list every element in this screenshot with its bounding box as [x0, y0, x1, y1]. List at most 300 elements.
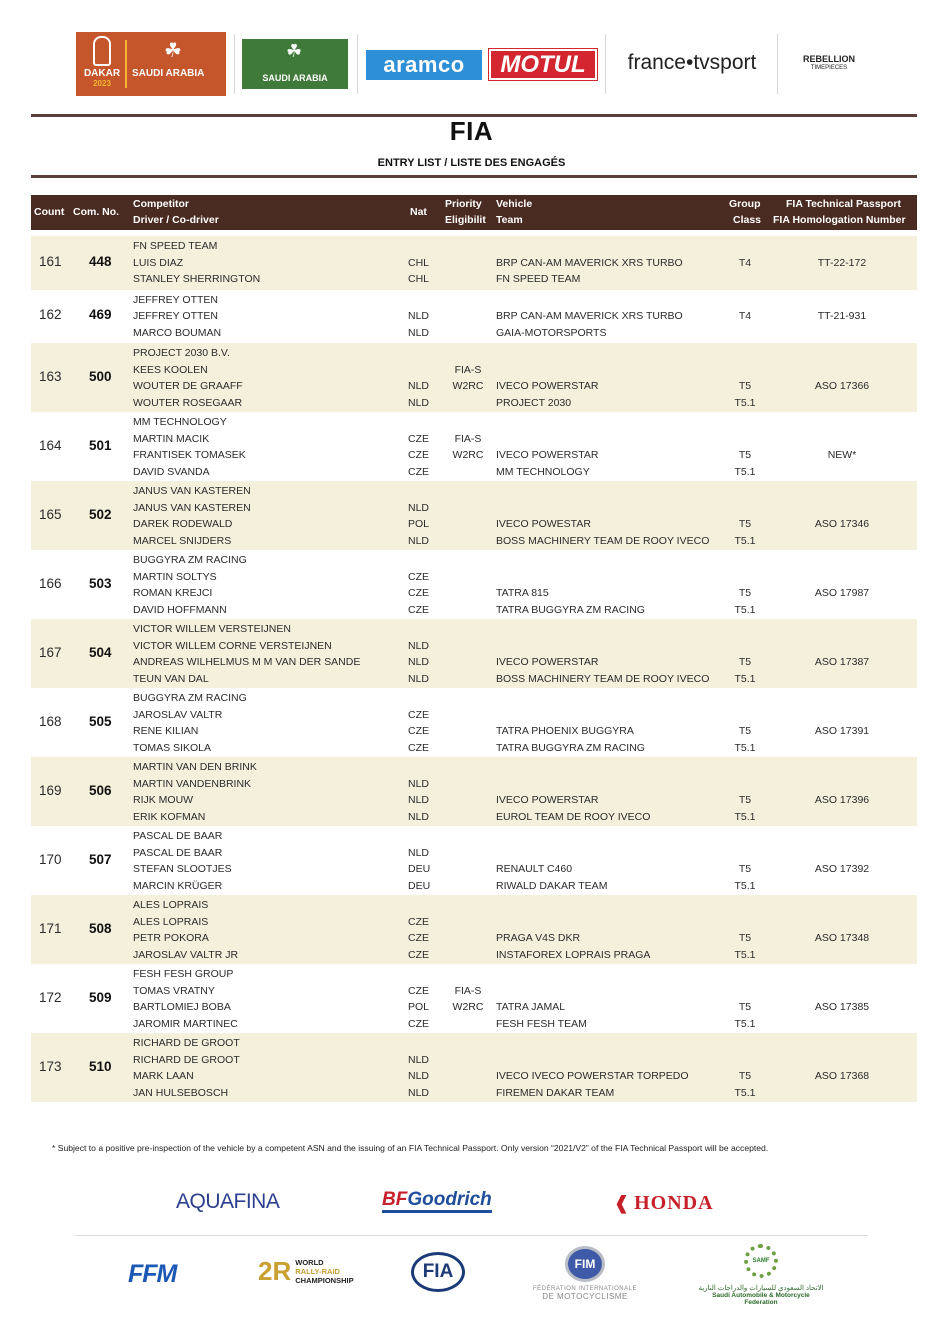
row-nat-cell	[408, 897, 429, 963]
row-nat-line: CZE	[408, 570, 429, 583]
row-competitor-cell	[133, 292, 221, 342]
row-passport-cell	[771, 345, 913, 411]
aquafina-logo: AQUAFINA	[176, 1190, 280, 1213]
row-vehicle-line: MM TECHNOLOGY	[496, 465, 590, 478]
dakar-wordmark: DAKAR	[83, 68, 121, 79]
row-group-line	[721, 1052, 769, 1069]
row-priority-line	[452, 500, 484, 517]
row-priority-line	[452, 845, 484, 862]
row-group-line	[721, 776, 769, 793]
row-nat-line	[408, 414, 429, 431]
row-nat-line: NLD	[408, 1070, 430, 1083]
row-passport-line	[771, 602, 913, 619]
row-vehicle-line	[496, 552, 645, 569]
row-count: 162	[39, 307, 62, 323]
row-group-line	[721, 345, 769, 362]
row-group-line: T5.1	[734, 1086, 756, 1099]
row-priority-cell	[452, 897, 484, 963]
row-group-line	[721, 552, 769, 569]
row-nat-line	[408, 345, 429, 362]
logo-separator	[357, 34, 358, 94]
row-competitor-line: BUGGYRA ZM RACING	[133, 554, 247, 566]
row-vehicle-line: RIWALD DAKAR TEAM	[496, 879, 608, 892]
row-vehicle-line: IVECO POWERSTAR	[496, 449, 599, 462]
ffm-logo: FFM	[128, 1260, 177, 1288]
row-count: 171	[39, 920, 62, 936]
row-nat-line: NLD	[408, 1053, 430, 1066]
row-competitor-line: ALES LOPRAIS	[133, 899, 209, 911]
row-competitor-line: STEFAN SLOOTJES	[133, 863, 232, 876]
row-vehicle-line	[496, 362, 598, 379]
row-nat-line: DEU	[408, 863, 431, 876]
row-nat-line: CZE	[408, 1017, 429, 1030]
row-passport-line: ASO 17348	[814, 932, 870, 945]
row-group-line: T5	[738, 380, 752, 393]
header-team: Team	[496, 214, 523, 226]
row-priority-line	[452, 1068, 484, 1085]
row-passport-cell	[771, 552, 913, 618]
row-vehicle-line: BRP CAN-AM MAVERICK XRS TURBO	[496, 256, 683, 269]
row-passport-line	[771, 325, 913, 342]
row-group-line: T4	[738, 310, 752, 323]
row-group-line: T5.1	[734, 1017, 756, 1030]
row-competitor-line: MM TECHNOLOGY	[133, 416, 227, 428]
row-vehicle-line	[496, 292, 683, 309]
header-competitor: Competitor	[133, 198, 189, 210]
row-vehicle-line: IVECO IVECO POWERSTAR TORPEDO	[496, 1070, 689, 1083]
row-group-line: T5.1	[734, 810, 756, 823]
row-nat-line: CHL	[408, 256, 430, 269]
row-passport-line	[771, 621, 913, 638]
row-nat-line: POL	[408, 1001, 430, 1014]
row-count: 161	[39, 253, 62, 269]
row-nat-cell	[408, 414, 429, 480]
row-competitor-line: MARTIN VANDENBRINK	[133, 777, 252, 790]
row-vehicle-line: FN SPEED TEAM	[496, 273, 581, 286]
row-vehicle-line: FESH FESH TEAM	[496, 1017, 587, 1030]
row-priority-line	[452, 516, 484, 533]
row-priority-line	[452, 759, 484, 776]
row-passport-cell	[771, 292, 913, 342]
row-priority-line	[452, 690, 484, 707]
row-priority-line	[452, 1035, 484, 1052]
row-competitor-line: RIJK MOUW	[133, 794, 194, 807]
row-passport-line: ASO 17391	[814, 725, 870, 738]
row-priority-line	[452, 947, 484, 964]
row-passport-line	[771, 690, 913, 707]
row-priority-line	[452, 861, 484, 878]
row-nat-line: CZE	[408, 465, 429, 478]
row-priority-line	[452, 602, 484, 619]
row-vehicle-line	[496, 707, 645, 724]
row-group-line	[721, 845, 769, 862]
row-vehicle-line: IVECO POWERSTAR	[496, 656, 599, 669]
row-priority-line	[452, 292, 484, 309]
row-passport-line	[771, 533, 913, 550]
row-count: 164	[39, 437, 62, 453]
row-vehicle-line	[496, 1035, 689, 1052]
row-nat-line	[408, 292, 429, 309]
row-group-line	[721, 292, 769, 309]
row-group-line	[721, 638, 769, 655]
row-passport-line: ASO 17366	[814, 380, 870, 393]
row-group-line: T5.1	[734, 948, 756, 961]
row-group-cell	[721, 897, 769, 963]
palm-swords-icon: ☘	[164, 40, 182, 62]
row-passport-line	[771, 345, 913, 362]
row-group-line	[721, 966, 769, 983]
dakar-year: 2023	[93, 79, 111, 88]
row-passport-line	[771, 395, 913, 412]
row-priority-line	[452, 707, 484, 724]
row-competitor-line: WOUTER ROSEGAAR	[133, 396, 243, 409]
row-priority-line: W2RC	[452, 1001, 484, 1014]
row-priority-line	[452, 654, 484, 671]
row-nat-line: NLD	[408, 501, 430, 514]
row-vehicle-cell	[496, 897, 650, 963]
row-passport-line	[771, 464, 913, 481]
row-passport-line: ASO 17368	[814, 1070, 870, 1083]
row-nat-cell	[408, 238, 429, 288]
row-count: 169	[39, 782, 62, 798]
row-priority-line: FIA-S	[454, 432, 482, 445]
aramco-logo: aramco	[366, 50, 482, 80]
row-vehicle-line: BRP CAN-AM MAVERICK XRS TURBO	[496, 310, 683, 323]
row-competitor-cell	[133, 238, 260, 288]
footnote: * Subject to a positive pre-inspection of the vehicle by a competent ASN and the issuing of an FIA Technical Passport. Only version “2021/V2” of the FIA Technical Passport will be accepted.	[52, 1143, 769, 1153]
w2rc-mark: 2R	[258, 1256, 292, 1286]
row-competitor-line: ANDREAS WILHELMUS M M VAN DER SANDE	[133, 656, 361, 669]
row-priority-cell	[452, 483, 484, 549]
row-nat-cell	[408, 690, 429, 756]
row-group-line: T5	[738, 863, 752, 876]
row-competitor-line: FRANTISEK TOMASEK	[133, 449, 246, 462]
row-com-no: 509	[89, 989, 112, 1005]
entry-table-body	[31, 236, 917, 1102]
row-passport-line: ASO 17987	[814, 587, 870, 600]
row-priority-line	[452, 345, 484, 362]
row-vehicle-cell	[496, 828, 607, 894]
row-vehicle-line	[496, 345, 598, 362]
row-nat-line: NLD	[408, 1086, 430, 1099]
row-priority-cell	[452, 759, 484, 825]
row-passport-cell	[771, 897, 913, 963]
row-priority-line	[452, 1052, 484, 1069]
row-priority-line	[452, 671, 484, 688]
row-competitor-cell	[133, 828, 232, 894]
rebellion-sub: TIMEPIECES	[810, 65, 848, 71]
row-passport-line	[771, 483, 913, 500]
logo-separator	[234, 34, 235, 94]
federation-logos	[0, 1240, 943, 1310]
table-row	[31, 619, 917, 688]
row-group-line: T5	[738, 1070, 752, 1083]
row-passport-line	[771, 828, 913, 845]
row-vehicle-cell	[496, 414, 598, 480]
row-competitor-line: ERIK KOFMAN	[133, 810, 206, 823]
row-priority-line	[452, 914, 484, 931]
row-competitor-line: MARCEL SNIJDERS	[133, 534, 232, 547]
row-vehicle-line	[496, 983, 587, 1000]
row-passport-line	[771, 809, 913, 826]
row-passport-cell	[771, 238, 913, 288]
row-passport-line	[771, 776, 913, 793]
row-vehicle-line	[496, 776, 650, 793]
row-nat-cell	[408, 621, 429, 687]
fim-logo	[532, 1246, 638, 1300]
row-competitor-line: MARCIN KRÜGER	[133, 879, 223, 892]
row-nat-line: NLD	[408, 656, 430, 669]
w2rc-line1: WORLD	[295, 1258, 324, 1267]
fim-line1: FÉDÉRATION INTERNATIONALE	[533, 1286, 637, 1292]
row-vehicle-line: TATRA 815	[496, 587, 549, 600]
row-vehicle-line: BOSS MACHINERY TEAM DE ROOY IVECO	[496, 672, 710, 685]
row-nat-line: CZE	[408, 449, 429, 462]
row-competitor-cell	[133, 1035, 240, 1101]
row-vehicle-line: TATRA JAMAL	[496, 1001, 566, 1014]
row-group-cell	[721, 828, 769, 894]
row-nat-line: DEU	[408, 879, 431, 892]
row-group-line: T5.1	[734, 741, 756, 754]
row-passport-line	[771, 552, 913, 569]
row-nat-line: NLD	[408, 396, 430, 409]
row-nat-line	[408, 759, 429, 776]
row-priority-line	[452, 1085, 484, 1102]
row-priority-line: W2RC	[452, 449, 484, 462]
row-priority-cell	[452, 690, 484, 756]
row-vehicle-line: EUROL TEAM DE ROOY IVECO	[496, 810, 651, 823]
row-group-line	[721, 500, 769, 517]
row-passport-line	[771, 845, 913, 862]
header-com-no: Com. No.	[73, 206, 120, 218]
row-com-no: 502	[89, 506, 112, 522]
row-competitor-line: RICHARD DE GROOT	[133, 1037, 240, 1049]
row-group-line: T5	[738, 794, 752, 807]
row-vehicle-line	[496, 914, 650, 931]
row-priority-line	[452, 828, 484, 845]
row-nat-line	[408, 966, 429, 983]
row-priority-cell	[452, 1035, 484, 1101]
row-priority-line: W2RC	[452, 380, 484, 393]
row-vehicle-line	[496, 238, 683, 255]
row-passport-line	[771, 966, 913, 983]
row-com-no: 503	[89, 575, 112, 591]
w2rc-line2: RALLY-RAID	[295, 1267, 340, 1276]
row-vehicle-cell	[496, 238, 683, 288]
row-group-cell	[721, 345, 769, 411]
table-row	[31, 964, 917, 1033]
mid-sponsor-logos	[0, 1180, 943, 1230]
row-vehicle-line	[496, 690, 645, 707]
row-competitor-line: JAN HULSEBOSCH	[133, 1086, 229, 1099]
fia-globe-logo: FIA	[411, 1252, 465, 1292]
row-nat-line: CZE	[408, 984, 429, 997]
row-competitor-line: TOMAS VRATNY	[133, 984, 215, 997]
row-group-line	[721, 271, 769, 288]
row-vehicle-line: PRAGA V4S DKR	[496, 932, 581, 945]
row-passport-line	[771, 1016, 913, 1033]
row-group-line: T5.1	[734, 534, 756, 547]
row-vehicle-line	[496, 759, 650, 776]
dakar-saudi-logo	[76, 32, 226, 96]
header-count: Count	[34, 206, 65, 218]
row-competitor-cell	[133, 690, 247, 756]
row-competitor-cell	[133, 483, 251, 549]
row-vehicle-cell	[496, 759, 650, 825]
saudi-arabia-logo	[242, 39, 348, 89]
row-passport-cell	[771, 621, 913, 687]
table-header	[31, 195, 917, 230]
row-competitor-cell	[133, 759, 257, 825]
motul-logo: MOTUL	[489, 49, 597, 80]
logo-separator	[605, 34, 606, 94]
row-count: 170	[39, 851, 62, 867]
row-priority-line	[452, 1016, 484, 1033]
row-passport-line: TT-22-172	[817, 256, 867, 269]
row-competitor-line: JEFFREY OTTEN	[133, 293, 218, 306]
row-competitor-line: KEES KOOLEN	[133, 363, 208, 376]
row-priority-line	[452, 897, 484, 914]
row-group-line: T5.1	[734, 672, 756, 685]
row-competitor-line: LUIS DIAZ	[133, 256, 184, 269]
row-priority-line	[452, 878, 484, 895]
row-nat-line	[408, 690, 429, 707]
row-competitor-line: PASCAL DE BAAR	[133, 846, 223, 859]
row-competitor-line: JAROMIR MARTINEC	[133, 1017, 238, 1030]
row-nat-line: POL	[408, 518, 430, 531]
header-eligibility: Eligibilit	[445, 214, 486, 226]
row-priority-line	[452, 483, 484, 500]
row-competitor-line: JANUS VAN KASTEREN	[133, 501, 251, 514]
bfgoodrich-logo	[382, 1190, 492, 1213]
row-group-cell	[721, 966, 769, 1032]
row-competitor-line: JAROSLAV VALTR JR	[133, 948, 239, 961]
samf-arabic-name: الاتحاد السعودي للسيارات والدراجات النارية	[698, 1285, 824, 1292]
honda-logo	[614, 1192, 714, 1215]
row-passport-line	[771, 759, 913, 776]
row-group-line: T5	[738, 449, 752, 462]
row-competitor-line: MARTIN VAN DEN BRINK	[133, 761, 257, 773]
row-priority-line: FIA-S	[454, 363, 482, 376]
row-passport-line	[771, 983, 913, 1000]
row-competitor-line: JAROSLAV VALTR	[133, 708, 223, 721]
row-group-line	[721, 983, 769, 1000]
row-passport-line	[771, 431, 913, 448]
france-tv-sport-logo: france•tvsport	[627, 51, 757, 74]
fim-line2: DE MOTOCYCLISME	[542, 1292, 628, 1301]
row-com-no: 504	[89, 644, 112, 660]
row-com-no: 448	[89, 253, 112, 269]
row-passport-line	[771, 947, 913, 964]
bfgoodrich-bf: BF	[382, 1189, 408, 1210]
row-competitor-cell	[133, 552, 247, 618]
row-priority-line	[452, 255, 484, 272]
samf-english-name: Saudi Automobile & Motorcycle Federation	[712, 1292, 810, 1306]
row-vehicle-line: IVECO POWESTAR	[496, 518, 591, 531]
row-group-cell	[721, 238, 769, 288]
logo-separator	[777, 34, 778, 94]
row-nat-cell	[408, 292, 429, 342]
row-passport-line	[771, 1035, 913, 1052]
header-driver: Driver / Co-driver	[133, 214, 219, 226]
row-competitor-line: PETR POKORA	[133, 932, 209, 945]
row-count: 168	[39, 713, 62, 729]
row-competitor-line: MARTIN SOLTYS	[133, 570, 217, 583]
honda-wing-icon: ❰	[614, 1193, 631, 1213]
row-group-line: T5	[738, 932, 752, 945]
row-vehicle-line	[496, 897, 650, 914]
row-vehicle-line	[496, 483, 709, 500]
row-com-no: 500	[89, 368, 112, 384]
row-group-line	[721, 690, 769, 707]
row-competitor-line: FESH FESH GROUP	[133, 968, 234, 980]
row-group-line	[721, 759, 769, 776]
table-row	[31, 290, 917, 344]
row-com-no: 469	[89, 307, 112, 323]
row-vehicle-cell	[496, 1035, 689, 1101]
row-group-line: T5.1	[734, 396, 756, 409]
row-nat-cell	[408, 828, 430, 894]
row-nat-line: NLD	[408, 777, 430, 790]
row-nat-cell	[408, 966, 429, 1032]
row-group-line: T5	[738, 1001, 752, 1014]
row-nat-line	[408, 621, 429, 638]
row-priority-line	[452, 621, 484, 638]
row-priority-line	[452, 533, 484, 550]
samf-logo	[696, 1244, 826, 1306]
row-competitor-line: DAVID HOFFMANN	[133, 603, 227, 616]
row-count: 173	[39, 1058, 62, 1074]
divider	[125, 40, 127, 88]
row-nat-cell	[408, 1035, 429, 1101]
header-priority: Priority	[445, 198, 482, 210]
rebellion-name: REBELLION	[802, 54, 855, 64]
row-nat-line: CZE	[408, 725, 429, 738]
row-group-line	[721, 238, 769, 255]
row-vehicle-line: TATRA BUGGYRA ZM RACING	[496, 603, 645, 616]
row-group-cell	[721, 292, 769, 342]
row-vehicle-line	[496, 966, 587, 983]
row-nat-line	[408, 238, 429, 255]
row-priority-line: FIA-S	[454, 984, 482, 997]
row-vehicle-line: RENAULT C460	[496, 863, 573, 876]
row-priority-cell	[452, 238, 484, 288]
row-competitor-line: STANLEY SHERRINGTON	[133, 273, 261, 286]
row-group-line	[721, 621, 769, 638]
row-competitor-line: VICTOR WILLEM CORNE VERSTEIJNEN	[133, 639, 332, 652]
row-nat-line: CZE	[408, 915, 429, 928]
header-passport: FIA Technical Passport	[786, 198, 901, 210]
row-competitor-line: JANUS VAN KASTEREN	[133, 485, 251, 497]
row-passport-line	[771, 569, 913, 586]
row-group-cell	[721, 414, 769, 480]
row-competitor-line: PASCAL DE BAAR	[133, 830, 223, 842]
row-nat-cell	[408, 552, 429, 618]
row-vehicle-line	[496, 845, 607, 862]
row-competitor-line: BARTLOMIEJ BOBA	[133, 1001, 231, 1014]
w2rc-line3: CHAMPIONSHIP	[295, 1276, 354, 1285]
row-passport-line	[771, 1052, 913, 1069]
row-passport-line	[771, 362, 913, 379]
header-homologation: FIA Homologation Number	[773, 214, 906, 226]
saudi-arabia-text: SAUDI ARABIA	[262, 73, 328, 83]
row-passport-cell	[771, 414, 913, 480]
row-passport-line: ASO 17346	[814, 518, 870, 531]
row-vehicle-line: FIREMEN DAKAR TEAM	[496, 1086, 615, 1099]
row-group-line: T4	[738, 256, 752, 269]
header-vehicle: Vehicle	[496, 198, 533, 210]
row-com-no: 506	[89, 782, 112, 798]
